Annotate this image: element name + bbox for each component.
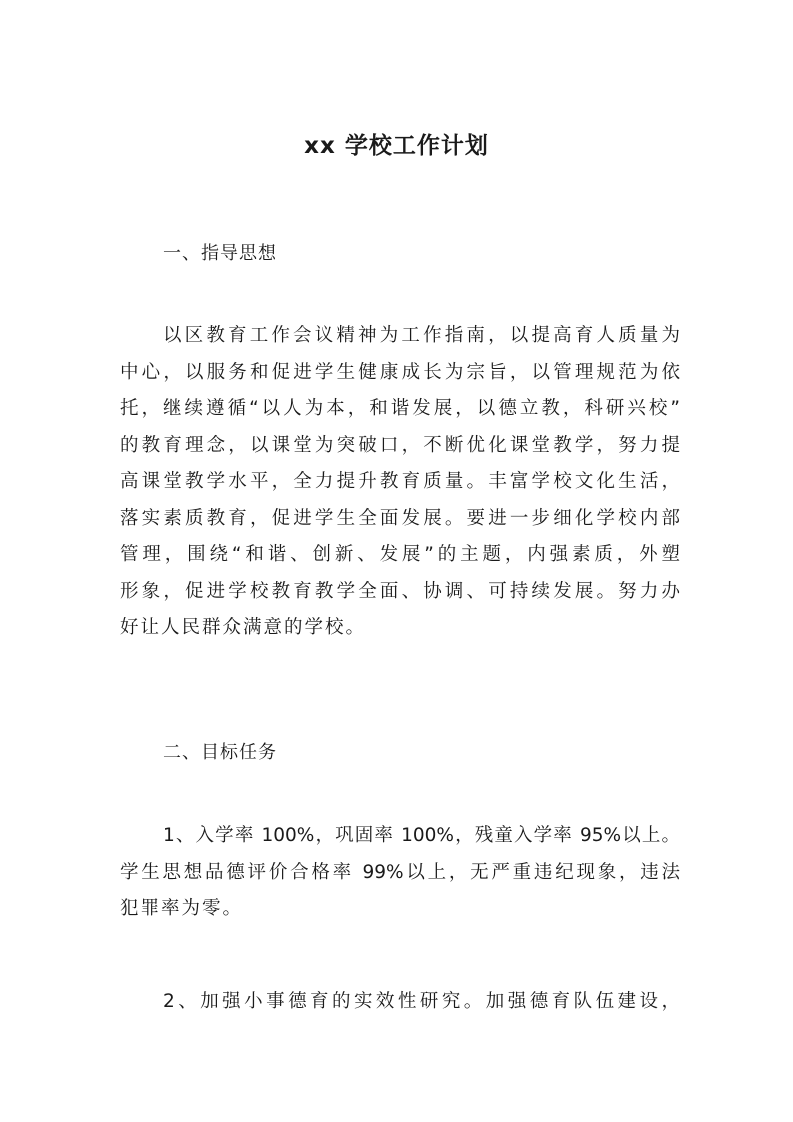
paragraph-line: 1、入学率 100%，巩固率 100%，残童入学率 95%以上。: [163, 825, 680, 846]
paragraph-line: 高课堂教学水平，全力提升教育质量。丰富学校文化生活，: [120, 471, 680, 492]
paragraph-line: 以区教育工作会议精神为工作指南，以提高育人质量为: [163, 325, 680, 346]
paragraph-line: 托，继续遵循“以人为本，和谐发展，以德立教，科研兴校”: [120, 398, 680, 419]
paragraph-line: 学生思想品德评价合格率 99%以上，无严重违纪现象，违法: [120, 861, 680, 883]
paragraph-line: 犯罪率为零。: [120, 898, 244, 919]
document-title: xx 学校工作计划: [304, 133, 489, 159]
paragraph-line: 中心，以服务和促进学生健康成长为宗旨，以管理规范为依: [120, 361, 680, 383]
paragraph-line: 形象，促进学校教育教学全面、协调、可持续发展。努力办: [120, 580, 680, 602]
paragraph-line: 落实素质教育，促进学生全面发展。要进一步细化学校内部: [120, 507, 680, 529]
paragraph-line: 的教育理念，以课堂为突破口，不断优化课堂教学，努力提: [120, 434, 680, 456]
section-heading-goals-tasks: 二、目标任务: [163, 742, 277, 763]
paragraph-goal-1: [120, 818, 680, 928]
paragraph-goal-2: [120, 984, 680, 1021]
paragraph-line: 2、加强小事德育的实效性研究。加强德育队伍建设，: [163, 991, 680, 1012]
section-heading-guiding-thought: 一、指导思想: [163, 243, 277, 264]
paragraph-line: 管理，围绕“和谐、创新、发展”的主题，内强素质，外塑: [120, 544, 680, 565]
paragraph-line: 好让人民群众满意的学校。: [120, 617, 367, 638]
paragraph-guiding-thought: [120, 318, 680, 647]
